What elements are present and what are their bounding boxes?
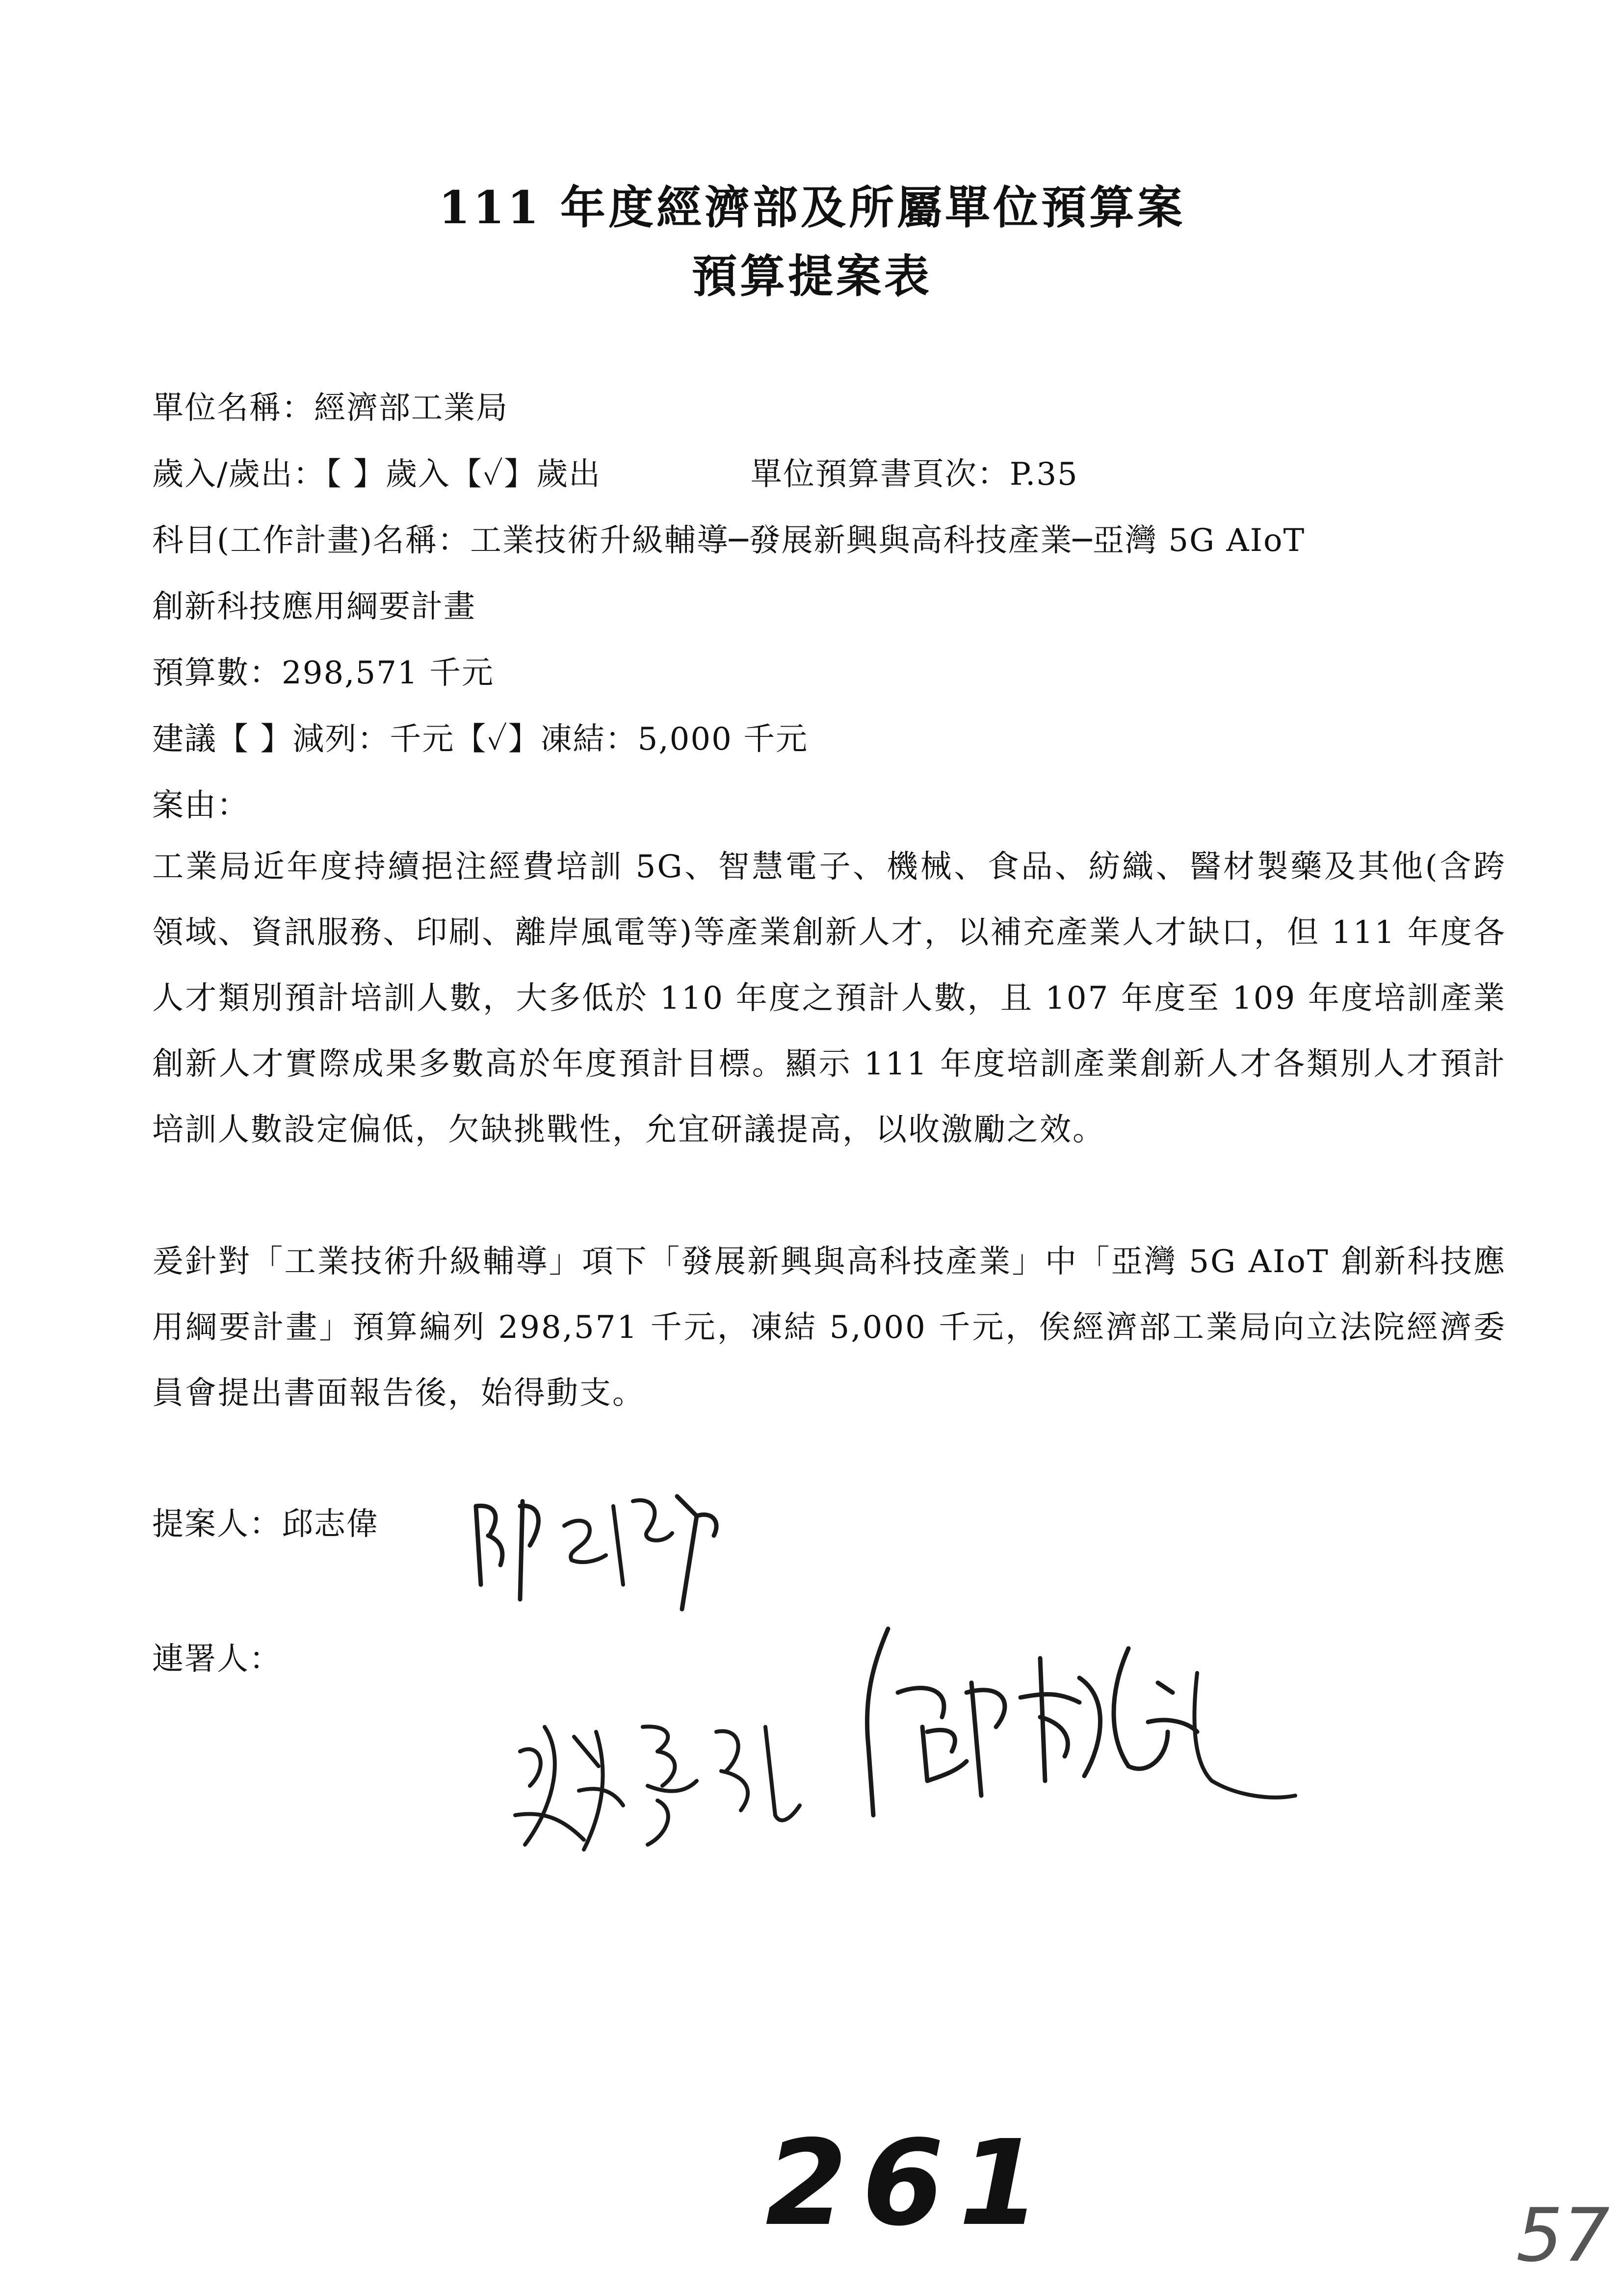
- handwritten-page-number: 261: [765, 2114, 1055, 2252]
- subject-value-line2: 創新科技應用綱要計畫: [152, 589, 476, 625]
- subject-value-line1: 工業技術升級輔導─發展新興與高科技產業─亞灣 5G AIoT: [470, 522, 1306, 559]
- budget-row: [152, 648, 494, 693]
- handwritten-corner-number: 57: [1516, 2193, 1610, 2278]
- suggestion-row: [152, 714, 808, 759]
- expense-option: 【✓】歲出: [450, 456, 602, 493]
- suggestion-label: 建議: [152, 721, 217, 757]
- subject-label: 科目(工作計畫)名稱：: [152, 522, 470, 559]
- cosigner-signature-2: [854, 1619, 1305, 1840]
- revenue-option: 【 】歲入: [325, 456, 450, 493]
- reason-label: 案由：: [152, 787, 249, 824]
- unit-value: 經濟部工業局: [314, 390, 508, 426]
- budget-page-label: 單位預算書頁次：: [750, 456, 1010, 493]
- revenue-expense-row: [152, 449, 1078, 494]
- subject-row-continued: [152, 581, 476, 626]
- reason-paragraph: 工業局近年度持續挹注經費培訓 5G、智慧電子、機械、食品、紡織、醫材製藥及其他(含跨領域、資訊服務、印刷、離岸風電等)等產業創新人才，以補充產業人才缺口，但 111 年度各人才類別預計培訓人數，大多低於 110 年度之預計人數，且 107 年度至 109 年度培訓產業創新人才實際成果多數高於年度預計目標。顯示 111 年度培訓產業創新人才各類別人才預計培訓人數設定偏低，欠缺挑戰性，允宜研議提高，以收激勵之效。: [152, 849, 1506, 1148]
- budget-page-value: P.35: [1009, 456, 1078, 493]
- proposer-signature: [466, 1487, 741, 1614]
- revenue-expense-label: 歲入/歲出：: [152, 456, 326, 493]
- document-subtitle: 預算提案表: [691, 250, 932, 303]
- budget-value: 298,571 千元: [282, 655, 494, 691]
- freeze-option: 【✓】凍結：5,000 千元: [454, 721, 809, 757]
- cosigner-signature-1: [510, 1697, 814, 1859]
- unit-row: [152, 383, 508, 428]
- proposer-label: 提案人：: [152, 1506, 282, 1542]
- cosigner-label: 連署人：: [152, 1641, 282, 1677]
- proposer-row: [152, 1499, 379, 1544]
- conclusion-paragraph: 爰針對「工業技術升級輔導」項下「發展新興與高科技產業」中「亞灣 5G AIoT 創新科技應用綱要計畫」預算編列 298,571 千元，凍結 5,000 千元，俟經濟部工業局向立法院經濟委員會提出書面報告後，始得動支。: [152, 1244, 1506, 1411]
- unit-label: 單位名稱：: [152, 390, 314, 426]
- budget-label: 預算數：: [152, 655, 282, 691]
- proposer-name: 邱志偉: [282, 1506, 379, 1542]
- subject-row: [152, 515, 1305, 560]
- document-title: 111 年度經濟部及所屬單位預算案: [438, 181, 1186, 234]
- cut-option: 【 】減列：千元: [217, 721, 455, 757]
